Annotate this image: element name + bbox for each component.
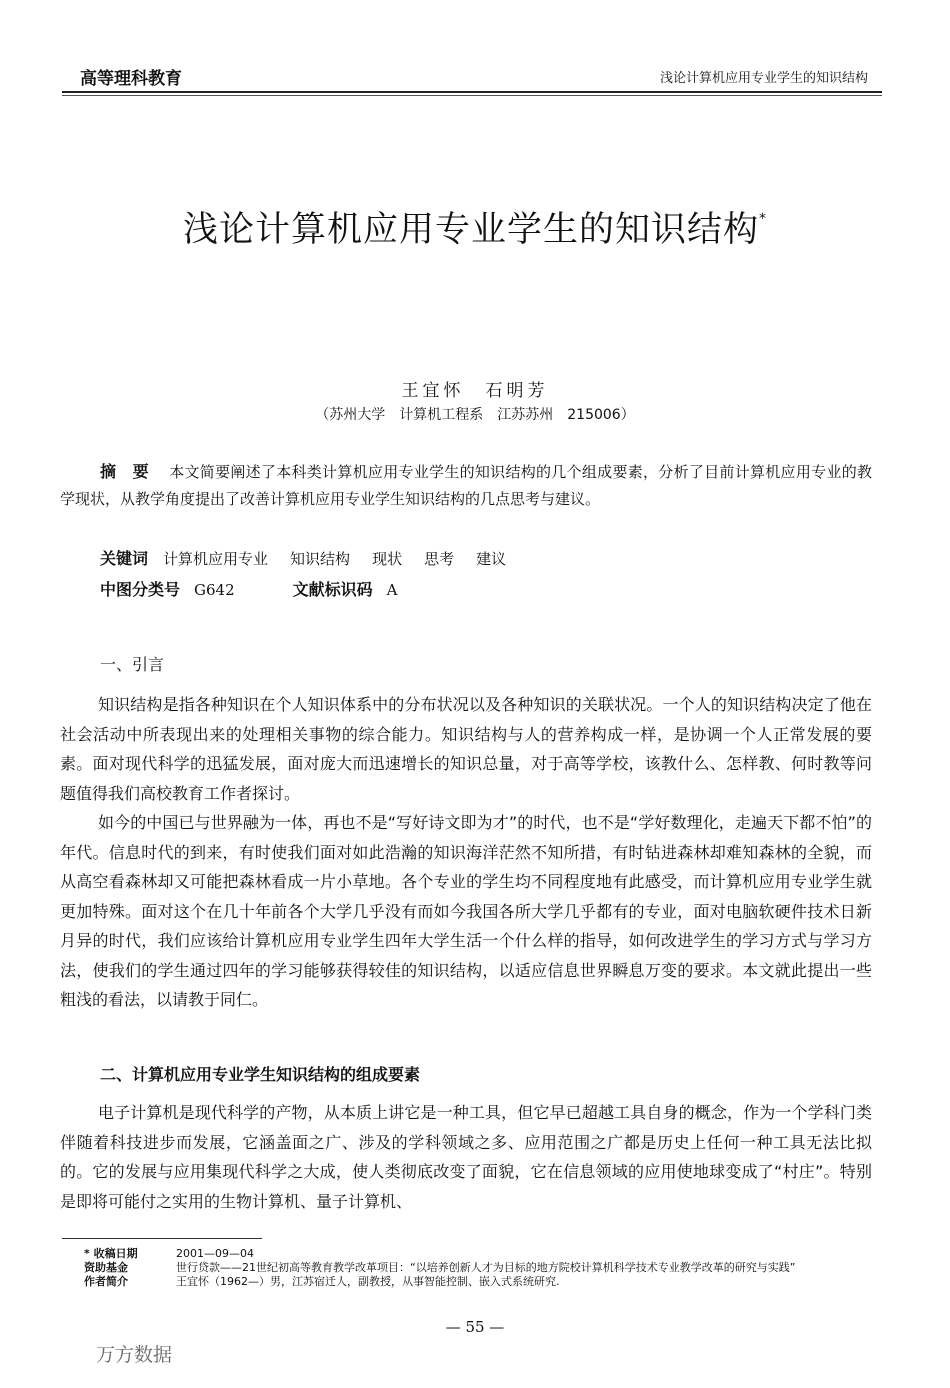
authors: 王宜怀 石明芳 — [401, 381, 549, 401]
doc-code-label: 文献标识码 — [292, 580, 373, 599]
abstract — [60, 458, 872, 513]
footnote-label: 资助基金 — [84, 1261, 128, 1274]
clc-label: 中图分类号 — [100, 580, 181, 599]
section-heading-intro: 一、引言 — [100, 655, 165, 674]
title-text: 浅论计算机应用专业学生的知识结构 — [182, 210, 759, 250]
affiliation: （苏州大学 计算机工程系 江苏苏州 215006） — [315, 407, 635, 423]
article-title — [0, 202, 950, 252]
keyword: 思考 — [424, 550, 455, 568]
clc-value: G642 — [194, 581, 235, 599]
keyword: 知识结构 — [290, 550, 351, 568]
footnote-fund — [84, 1262, 874, 1274]
watermark: 万方数据 — [96, 1344, 173, 1366]
abstract-spacer — [154, 463, 169, 481]
keyword: 计算机应用专业 — [163, 550, 269, 568]
keywords — [100, 546, 528, 569]
footnote-label: * 收稿日期 — [84, 1247, 138, 1260]
footnote-rule — [62, 1238, 262, 1239]
footnote-label: 作者简介 — [84, 1275, 128, 1288]
journal-name: 高等理科教育 — [80, 69, 182, 89]
page-number: — 55 — — [445, 1318, 505, 1336]
footnotes — [84, 1248, 874, 1290]
footnote-text: 王宜怀（1962—）男，江苏宿迁人，副教授，从事智能控制、嵌入式系统研究. — [176, 1275, 560, 1288]
footnote-author — [84, 1276, 874, 1288]
footnote-received — [84, 1248, 874, 1260]
section-heading-components: 二、计算机应用专业学生知识结构的组成要素 — [100, 1065, 421, 1084]
body-paragraph: 知识结构是指各种知识在个人知识体系中的分布状况以及各种知识的关联状况。一个人的知识结构决定了他在社会活动中所表现出来的处理相关事物的综合能力。知识结构与人的营养构成一样，是协调一个人正常发展的要素。面对现代科学的迅猛发展，面对庞大而迅速增长的知识总量，对于高等学校，该教什么、怎样教、何时教等问题值得我们高校教育工作者探讨。 — [60, 695, 872, 803]
header-rule-thick — [62, 91, 882, 93]
doc-code-value: A — [386, 581, 398, 599]
title-footnote-mark: * — [759, 211, 767, 227]
classification — [100, 577, 398, 600]
body-paragraph: 电子计算机是现代科学的产物，从本质上讲它是一种工具，但它早已超越工具自身的概念，作为一个学科门类伴随着科技进步而发展，它涵盖面之广、涉及的学科领域之多、应用范围之广都是历史上任何一种工具无法比拟的。它的发展与应用集现代科学之大成，使人类彻底改变了面貌，它在信息领域的应用使地球变成了“村庄”。特别是即将可能付之实用的生物计算机、量子计算机、 — [60, 1103, 872, 1211]
abstract-label: 摘 要 — [100, 462, 149, 481]
keyword: 建议 — [476, 550, 507, 568]
body-paragraph: 如今的中国已与世界融为一体，再也不是“写好诗文即为才”的时代，也不是“学好数理化，走遍天下都不怕”的年代。信息时代的到来，有时使我们面对如此浩瀚的知识海洋茫然不知所措，有时钻进森林却难知森林的全貌，而从高空看森林却又可能把森林看成一片小草地。各个专业的学生均不同程度地有此感受，而计算机应用专业学生就更加特殊。面对这个在几十年前各个大学几乎没有而如今我国各所大学几乎都有的专业，面对电脑软硬件技术日新月异的时代，我们应该给计算机应用专业学生四年大学生活一个什么样的指导，如何改进学生的学习方式与学习方法，使我们的学生通过四年的学习能够获得较佳的知识结构，以适应信息世界瞬息万变的要求。本文就此提出一些粗浅的看法，以请教于同仁。 — [60, 813, 872, 1009]
footnote-text: 世行贷款——21世纪初高等教育教学改革项目：“以培养创新人才为目标的地方院校计算机科学技术专业教学改革的研究与实践” — [176, 1261, 796, 1274]
keywords-label: 关键词 — [100, 549, 149, 568]
header-rule-thin — [62, 95, 882, 96]
running-title: 浅论计算机应用专业学生的知识结构 — [659, 71, 868, 86]
footnote-text: 2001—09—04 — [176, 1247, 254, 1260]
keyword: 现状 — [372, 550, 403, 568]
abstract-text: 本文简要阐述了本科类计算机应用专业学生的知识结构的几个组成要素，分析了目前计算机应用专业的教学现状，从教学角度提出了改善计算机应用专业学生知识结构的几点思考与建议。 — [60, 463, 872, 508]
